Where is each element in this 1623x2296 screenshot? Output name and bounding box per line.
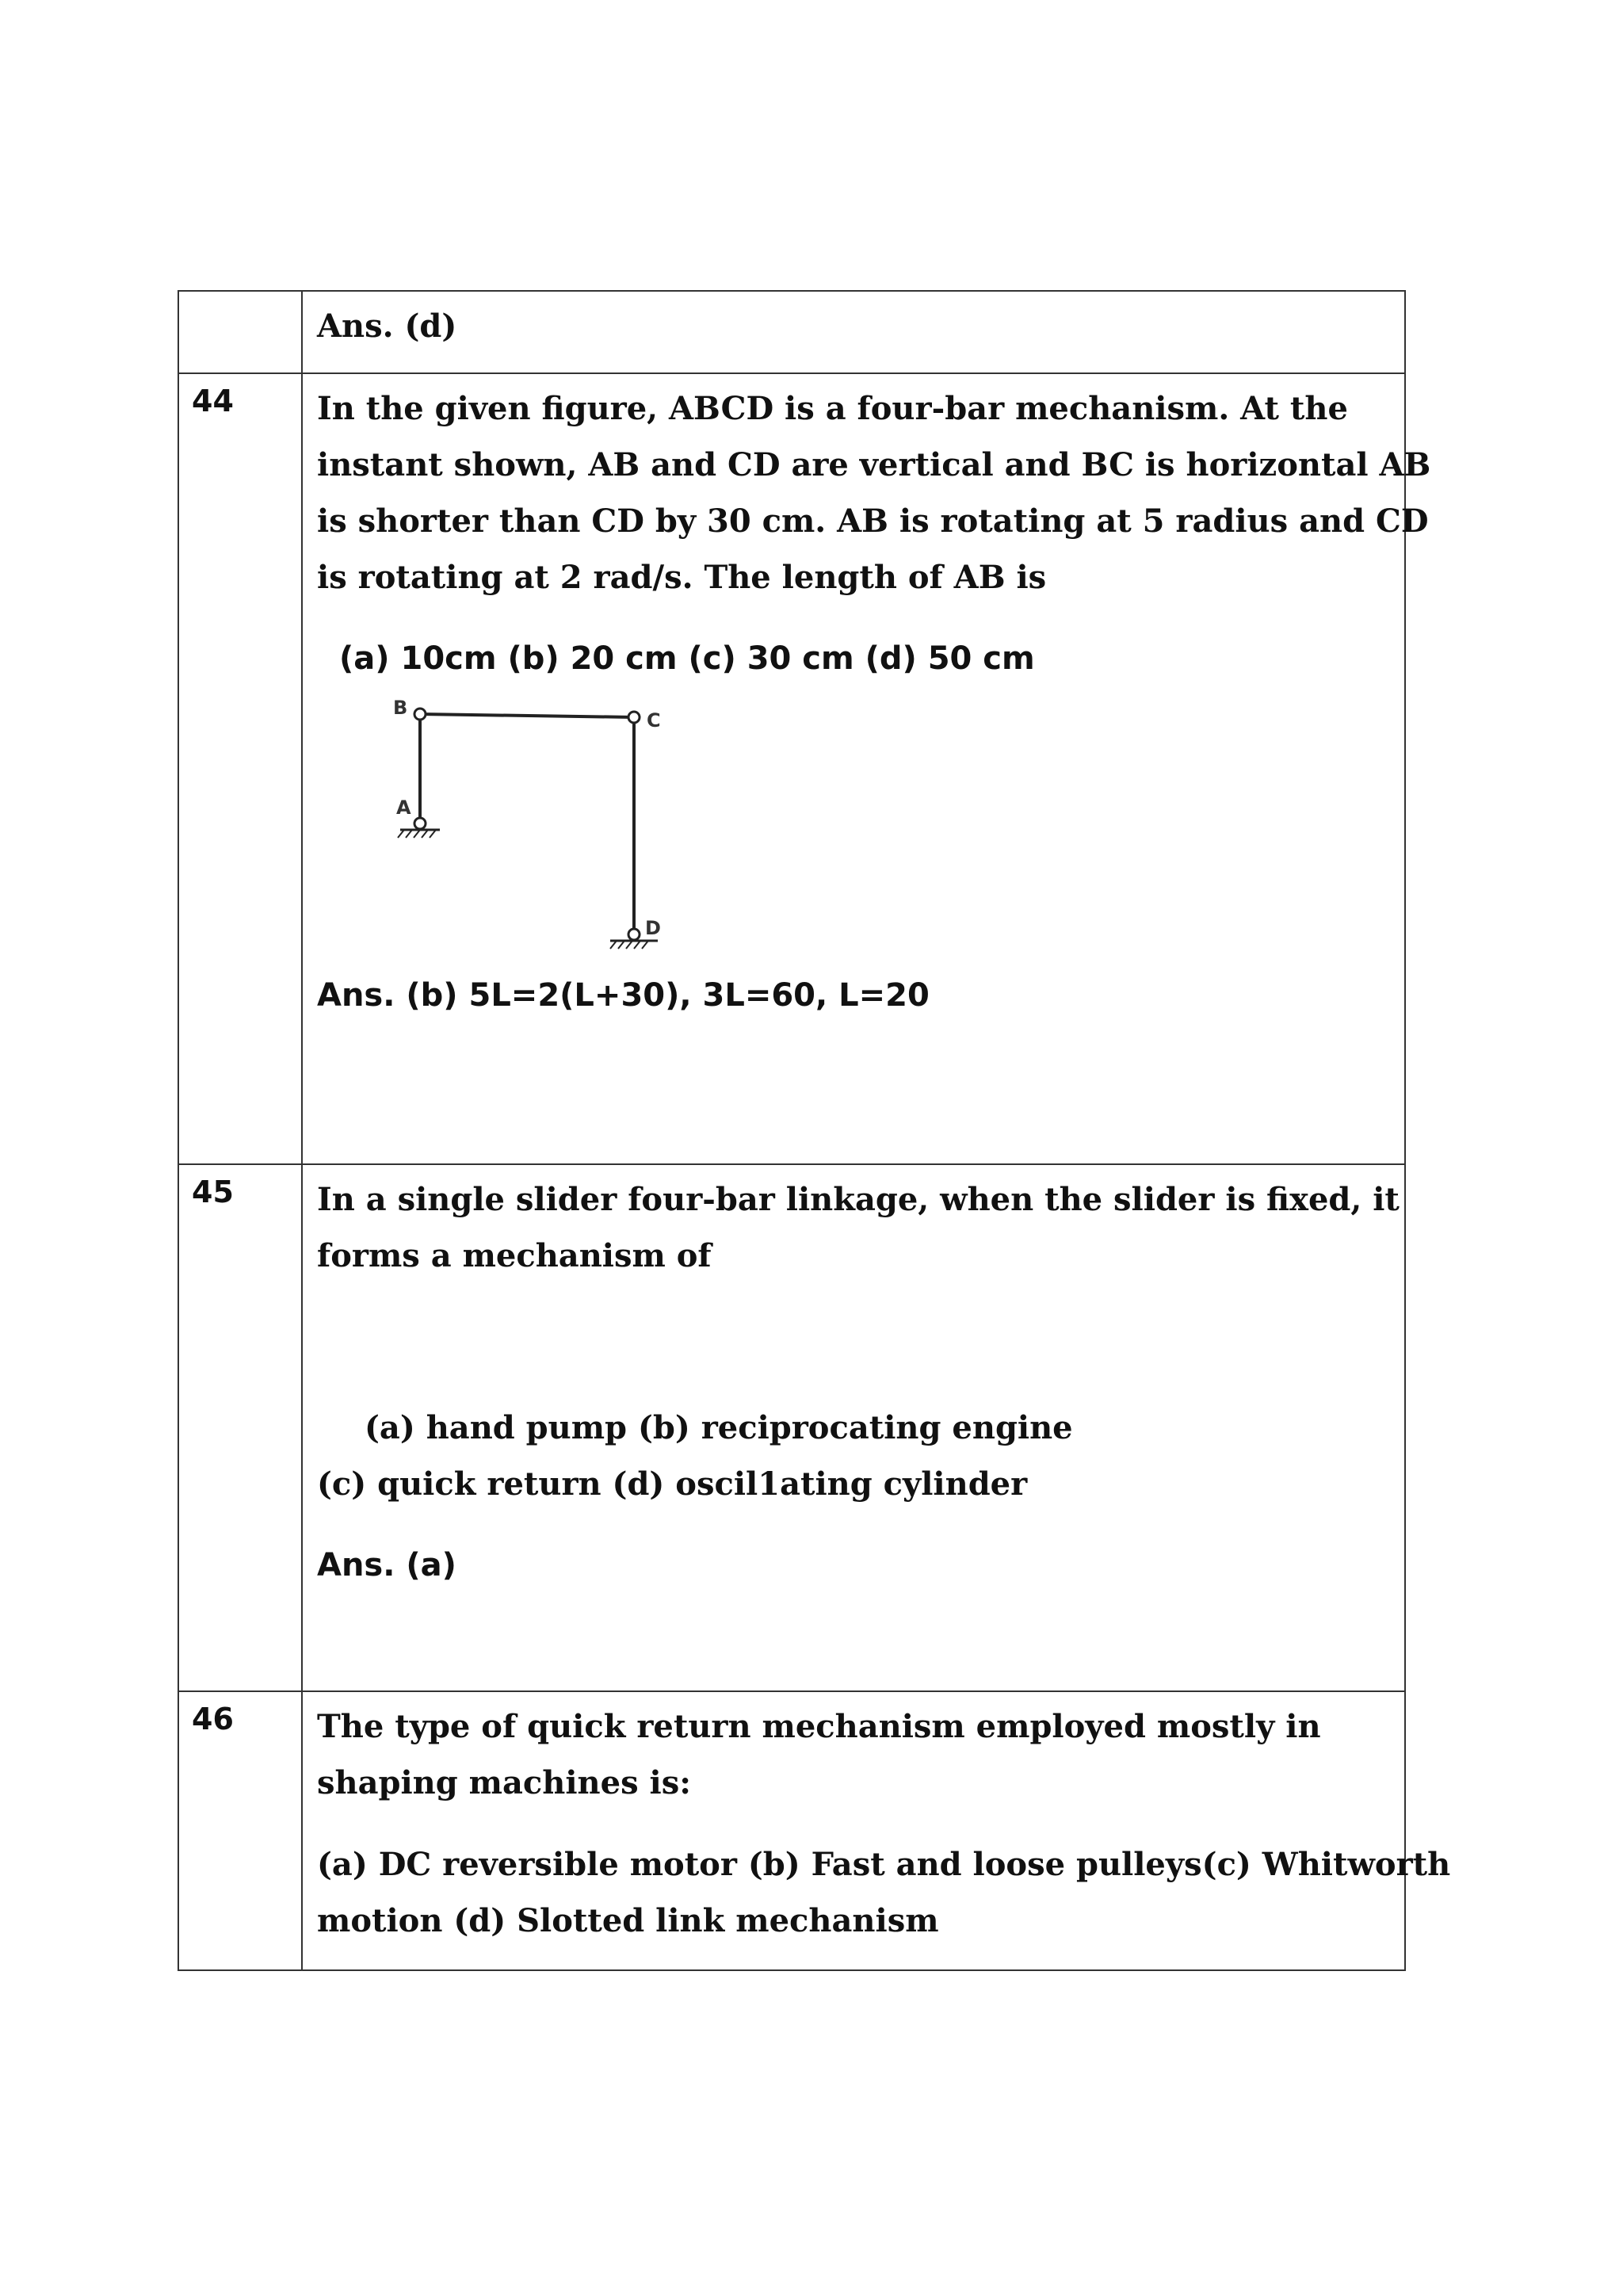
question-text-line: forms a mechanism of (317, 1237, 712, 1274)
question-text-line: is shorter than CD by 30 cm. AB is rotating at 5 radius and CD (317, 502, 1429, 540)
pivot-d (628, 929, 640, 940)
ground-a (398, 830, 440, 838)
question-content-cell (302, 291, 1405, 373)
question-text-line: The type of quick return mechanism employed mostly in (317, 1708, 1321, 1745)
link-bc (420, 714, 634, 717)
question-number-cell (178, 373, 302, 1164)
options-text-line: (a) hand pump (b) reciprocating engine (365, 1409, 1073, 1446)
ground-d (610, 941, 658, 949)
label-a: A (396, 797, 411, 819)
label-d: D (645, 917, 661, 939)
question-text-line: shaping machines is: (317, 1764, 691, 1801)
question-number: 46 (192, 1702, 234, 1736)
question-content-cell (302, 373, 1431, 1164)
table-row (178, 291, 1405, 373)
question-content-cell (302, 1691, 1451, 1970)
question-text-line: instant shown, AB and CD are vertical and BC is horizontal AB (317, 446, 1431, 483)
question-number-cell (178, 1164, 302, 1691)
label-c: C (647, 709, 661, 732)
question-table (178, 290, 1451, 1971)
options-text-line: (a) DC reversible motor (b) Fast and loose pulleys(c) Whitworth (317, 1846, 1451, 1883)
question-text-line: In the given figure, ABCD is a four-bar mechanism. At the (317, 390, 1348, 427)
question-number (179, 292, 301, 301)
question-number: 44 (192, 384, 234, 418)
question-number: 45 (192, 1175, 234, 1209)
joint-b (414, 709, 426, 720)
four-bar-mechanism-figure (388, 697, 689, 958)
question-content-cell (302, 1164, 1405, 1691)
question-text-line: is rotating at 2 rad/s. The length of AB is (317, 559, 1047, 596)
table-row (178, 373, 1405, 1164)
options-text-line: motion (d) Slotted link mechanism (317, 1902, 939, 1939)
joint-c (628, 712, 640, 723)
question-number-cell (178, 291, 302, 373)
answer-text: Ans. (d) (317, 308, 457, 345)
table-row (178, 1691, 1405, 1970)
question-number-cell (178, 1691, 302, 1970)
options-text: (a) 10cm (b) 20 cm (c) 30 cm (d) 50 cm (339, 640, 1035, 677)
options-text-line: (c) quick return (d) oscil1ating cylinder (317, 1465, 1028, 1503)
pivot-a (414, 818, 426, 829)
answer-text: Ans. (a) (317, 1547, 456, 1584)
question-text-line: In a single slider four-bar linkage, when the slider is fixed, it (317, 1181, 1400, 1218)
table-row (178, 1164, 1405, 1691)
label-b: B (393, 697, 408, 719)
answer-text: Ans. (b) 5L=2(L+30), 3L=60, L=20 (317, 977, 930, 1014)
